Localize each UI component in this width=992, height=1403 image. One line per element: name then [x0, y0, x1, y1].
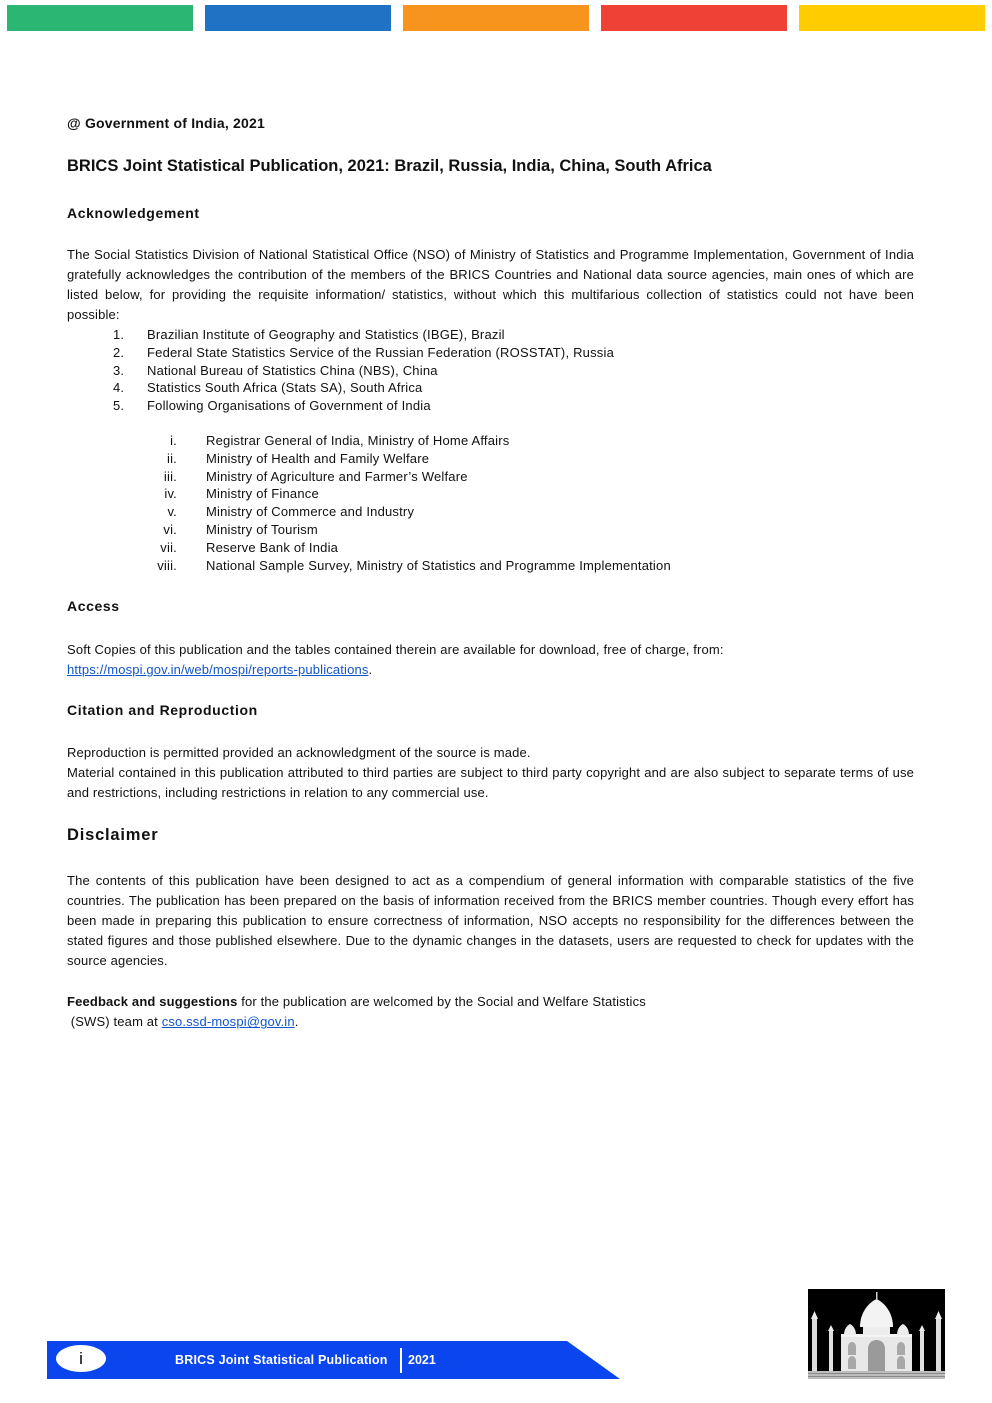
feedback-prefix: (SWS) team at — [67, 1014, 162, 1030]
list-item — [67, 397, 914, 415]
publication-title: BRICS Joint Statistical Publication, 2021: Brazil, Russia, India, China, South Africa — [67, 157, 712, 175]
list-number: ii. — [167, 450, 177, 466]
list-item — [67, 362, 914, 380]
disclaimer-heading: Disclaimer — [67, 826, 159, 845]
taj-mahal-icon — [808, 1289, 945, 1379]
list-number: iii. — [163, 468, 177, 484]
publications-link[interactable]: https://mospi.gov.in/web/mospi/reports-publications — [67, 662, 369, 678]
list-item-text: Reserve Bank of India — [206, 539, 339, 555]
list-number: 3. — [113, 362, 125, 378]
copyright-line: @ Government of India, 2021 — [67, 115, 265, 131]
list-item — [67, 539, 914, 557]
list-item — [67, 503, 914, 521]
list-item-text: Brazilian Institute of Geography and Statistics (IBGE), Brazil — [147, 327, 505, 342]
acknowledgement-heading: Acknowledgement — [67, 205, 200, 221]
list-item — [67, 379, 914, 397]
list-item-text: Following Organisations of Government of India — [147, 398, 431, 414]
access-heading: Access — [67, 598, 120, 615]
feedback-suffix: . — [294, 1014, 299, 1030]
list-number: 2. — [113, 344, 125, 360]
list-item — [67, 344, 914, 362]
list-item-text: National Bureau of Statistics China (NBS), China — [147, 362, 438, 378]
list-number: 4. — [113, 380, 125, 396]
citation-heading: Citation and Reproduction — [67, 702, 258, 719]
list-number: 1. — [113, 327, 125, 342]
citation-line-2: Material contained in this publication attributed to third parties are subject to third party copyright and are also subject to separate terms of use and restrictions, including restrictions in relation to any commercial use. — [67, 765, 914, 801]
color-bar-green — [7, 5, 193, 31]
list-item — [67, 450, 914, 468]
list-number: 5. — [113, 398, 125, 414]
list-item-text: Statistics South Africa (Stats SA), South Africa — [147, 380, 423, 396]
list-item — [67, 521, 914, 539]
feedback-email-link[interactable]: cso.ssd-mospi@gov.in — [161, 1014, 295, 1030]
footer-year: 2021 — [408, 1353, 436, 1367]
list-item-text: National Sample Survey, Ministry of Statistics and Programme Implementation — [206, 557, 671, 573]
list-item — [67, 468, 914, 486]
footer-publication-title: BRICS Joint Statistical Publication — [175, 1353, 388, 1367]
list-item-text: Ministry of Health and Family Welfare — [206, 450, 430, 466]
page-number: i — [56, 1345, 106, 1372]
list-item-text: Ministry of Commerce and Industry — [206, 504, 415, 520]
access-link-line — [67, 660, 914, 680]
list-number: vii. — [160, 539, 177, 555]
feedback-line-2 — [67, 1012, 914, 1032]
feedback-text: for the publication are welcomed by the Social and Welfare Statistics — [237, 994, 646, 1010]
access-text: Soft Copies of this publication and the tables contained therein are available for download, free of charge, from: — [67, 642, 724, 658]
color-bar-yellow — [799, 5, 985, 31]
list-number: viii. — [157, 557, 177, 573]
footer-band — [47, 1341, 620, 1379]
list-number: i. — [170, 432, 177, 448]
citation-line-1: Reproduction is permitted provided an acknowledgment of the source is made. — [67, 745, 531, 761]
footer-divider — [400, 1348, 402, 1373]
link-suffix: . — [368, 662, 373, 678]
color-bar-red — [601, 5, 787, 31]
list-number: v. — [167, 504, 177, 520]
document-body — [67, 113, 914, 1032]
list-item-text: Ministry of Tourism — [206, 521, 318, 537]
list-item-text: Registrar General of India, Ministry of Home Affairs — [206, 432, 510, 448]
list-number: vi. — [163, 521, 177, 537]
feedback-line — [67, 992, 914, 1012]
list-item — [67, 485, 914, 503]
color-bar-blue — [205, 5, 391, 31]
disclaimer-text: The contents of this publication have been designed to act as a compendium of general information with comparable statistics of the five countries. The publication has been prepared on the basis of information received from the BRICS member countries. Though every effort has been made in preparing this publication to ensure correctness of information, NSO accepts no responsibility for the differences between the stated figures and those published elsewhere. Due to the dynamic changes in the datasets, users are requested to check for updates with the source agencies. — [67, 873, 914, 969]
top-color-bars — [7, 5, 985, 31]
agency-list — [67, 326, 914, 415]
list-item-text: Federal State Statistics Service of the Russian Federation (ROSSTAT), Russia — [147, 344, 615, 360]
list-item — [67, 432, 914, 450]
india-organisations-list — [67, 432, 914, 574]
list-item-text: Ministry of Finance — [206, 486, 319, 502]
list-item — [67, 557, 914, 575]
list-item-text: Ministry of Agriculture and Farmer’s Welfare — [206, 468, 468, 484]
acknowledgement-text: The Social Statistics Division of National Statistical Office (NSO) of Ministry of Statistics and Programme Implementation, Government of India gratefully acknowledges the contribution of the members of the BRICS Countries and National data source agencies, main ones of which are listed below, for providing the requisite information/ statistics, without which this multifarious collection of statistics could not have been possible: — [67, 247, 914, 322]
feedback-bold: Feedback and suggestions — [67, 994, 238, 1010]
list-number: iv. — [164, 486, 177, 502]
color-bar-orange — [403, 5, 589, 31]
list-item — [67, 326, 914, 344]
